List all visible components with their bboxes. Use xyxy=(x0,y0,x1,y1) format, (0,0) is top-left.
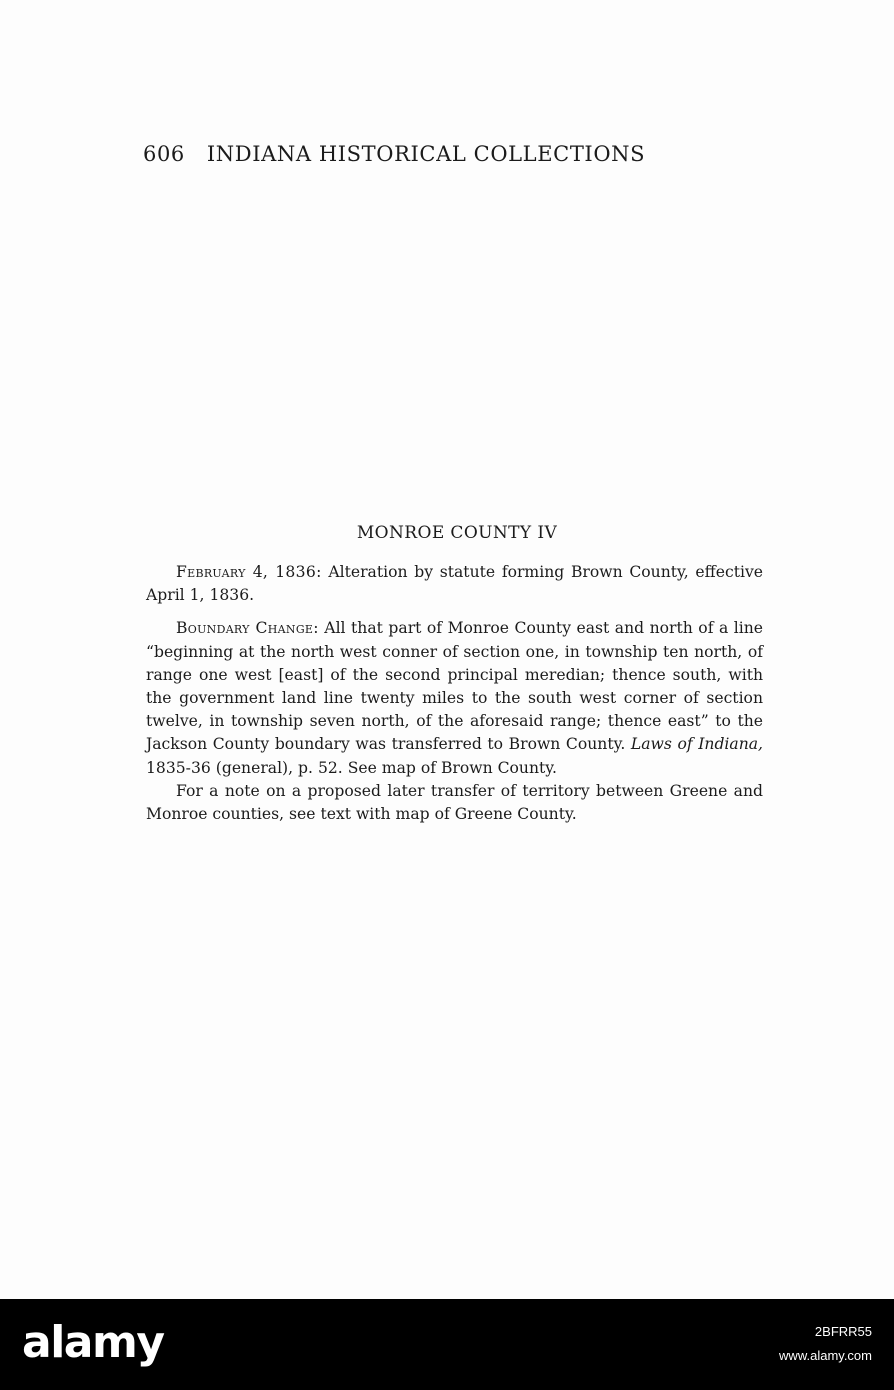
body-text xyxy=(146,561,763,826)
citation-title: Laws of Indiana, xyxy=(630,735,764,754)
section-title: MONROE COUNTY IV xyxy=(356,523,558,543)
boundary-change-label: Boundary Change: xyxy=(176,619,319,638)
paragraph-boundary-change xyxy=(146,617,763,779)
alamy-logo: alamy xyxy=(22,1317,164,1368)
running-head xyxy=(143,142,645,166)
boundary-change-text: All that part of Monroe County east and north of a line “beginning at the north west conner of section one, in township ten north, of range one west [east] of the second principal meredian; thence south, with the government land line twenty miles to the south west corner of section twelve, in township seven north, of the aforesaid range; thence east” to the Jackson County boundary was transferred to Brown County. xyxy=(146,619,764,754)
page-number: 606 xyxy=(143,142,185,166)
paragraph-date xyxy=(146,561,763,607)
citation-tail: 1835-36 (general), p. 52. See map of Brown County. xyxy=(146,758,557,777)
stock-url: www.alamy.com xyxy=(779,1348,872,1363)
date-label: February 4, 1836: xyxy=(176,563,322,581)
paragraph-note: For a note on a proposed later transfer of territory between Greene and Monroe counties, see text with map of Greene County. xyxy=(146,781,763,824)
book-title: INDIANA HISTORICAL COLLECTIONS xyxy=(206,142,646,166)
date-text: Alteration by statute forming Brown County, effective April 1, 1836. xyxy=(146,563,763,605)
image-id: 2BFRR55 xyxy=(814,1324,872,1339)
